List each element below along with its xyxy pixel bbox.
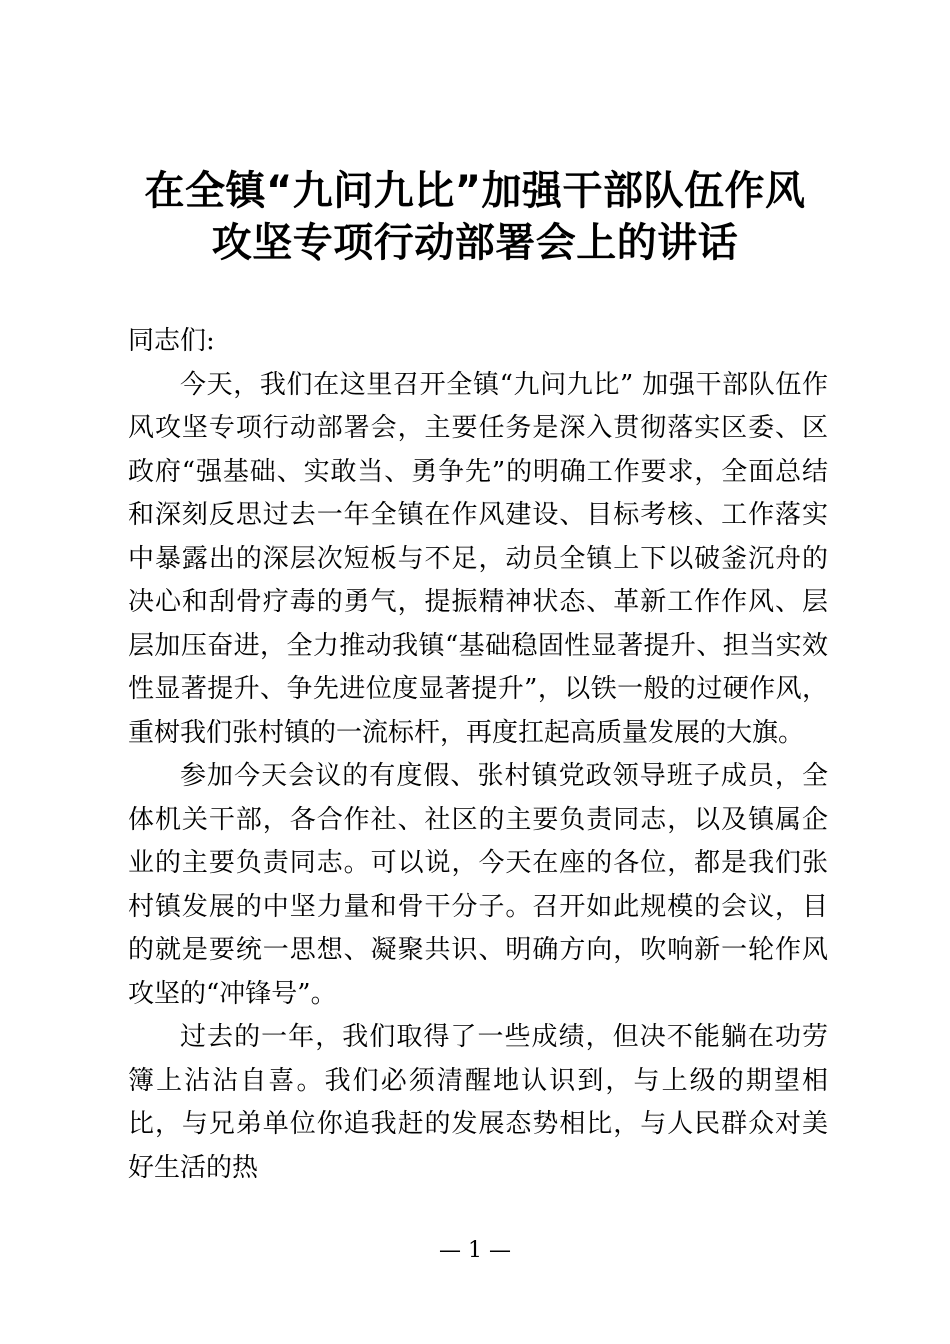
title-line-2: 攻坚专项行动部署会上的讲话 bbox=[211, 220, 739, 266]
title-line-1: 在全镇“九问九比”加强干部队伍作风 bbox=[144, 168, 806, 214]
greeting: 同志们: bbox=[128, 326, 215, 356]
paragraph-3: 过去的一年，我们取得了一些成绩，但决不能躺在功劳簿上沾沾自喜。我们必须清醒地认识到，与上级的期望相比，与兄弟单位你追我赶的发展态势相比，与人民群众对美好生活的热 bbox=[128, 1022, 828, 1183]
page-number: — 1 — bbox=[439, 1238, 511, 1263]
document-title bbox=[100, 165, 850, 269]
document-body bbox=[128, 320, 828, 1190]
paragraph-2: 参加今天会议的有度假、张村镇党政领导班子成员，全体机关干部，各合作社、社区的主要负责同志，以及镇属企业的主要负责同志。可以说，今天在座的各位，都是我们张村镇发展的中坚力量和骨干分子。召开如此规模的会议，目的就是要统一思想、凝聚共识、明确方向，吹响新一轮作风攻坚的“冲锋号”。 bbox=[128, 761, 828, 1009]
paragraph-1: 今天，我们在这里召开全镇“九问九比” 加强干部队伍作风攻坚专项行动部署会，主要任务是深入贯彻落实区委、区政府“强基础、实敢当、勇争先”的明确工作要求，全面总结和深刻反思过去一年全镇在作风建设、目标考核、工作落实中暴露出的深层次短板与不足，动员全镇上下以破釜沉舟的决心和刮骨疗毒的勇气，提振精神状态、革新工作作风、层层加压奋进，全力推动我镇“基础稳固性显著提升、担当实效性显著提升、争先进位度显著提升”，以铁一般的过硬作风，重树我们张村镇的一流标杆，再度扛起高质量发展的大旗。 bbox=[128, 369, 828, 748]
